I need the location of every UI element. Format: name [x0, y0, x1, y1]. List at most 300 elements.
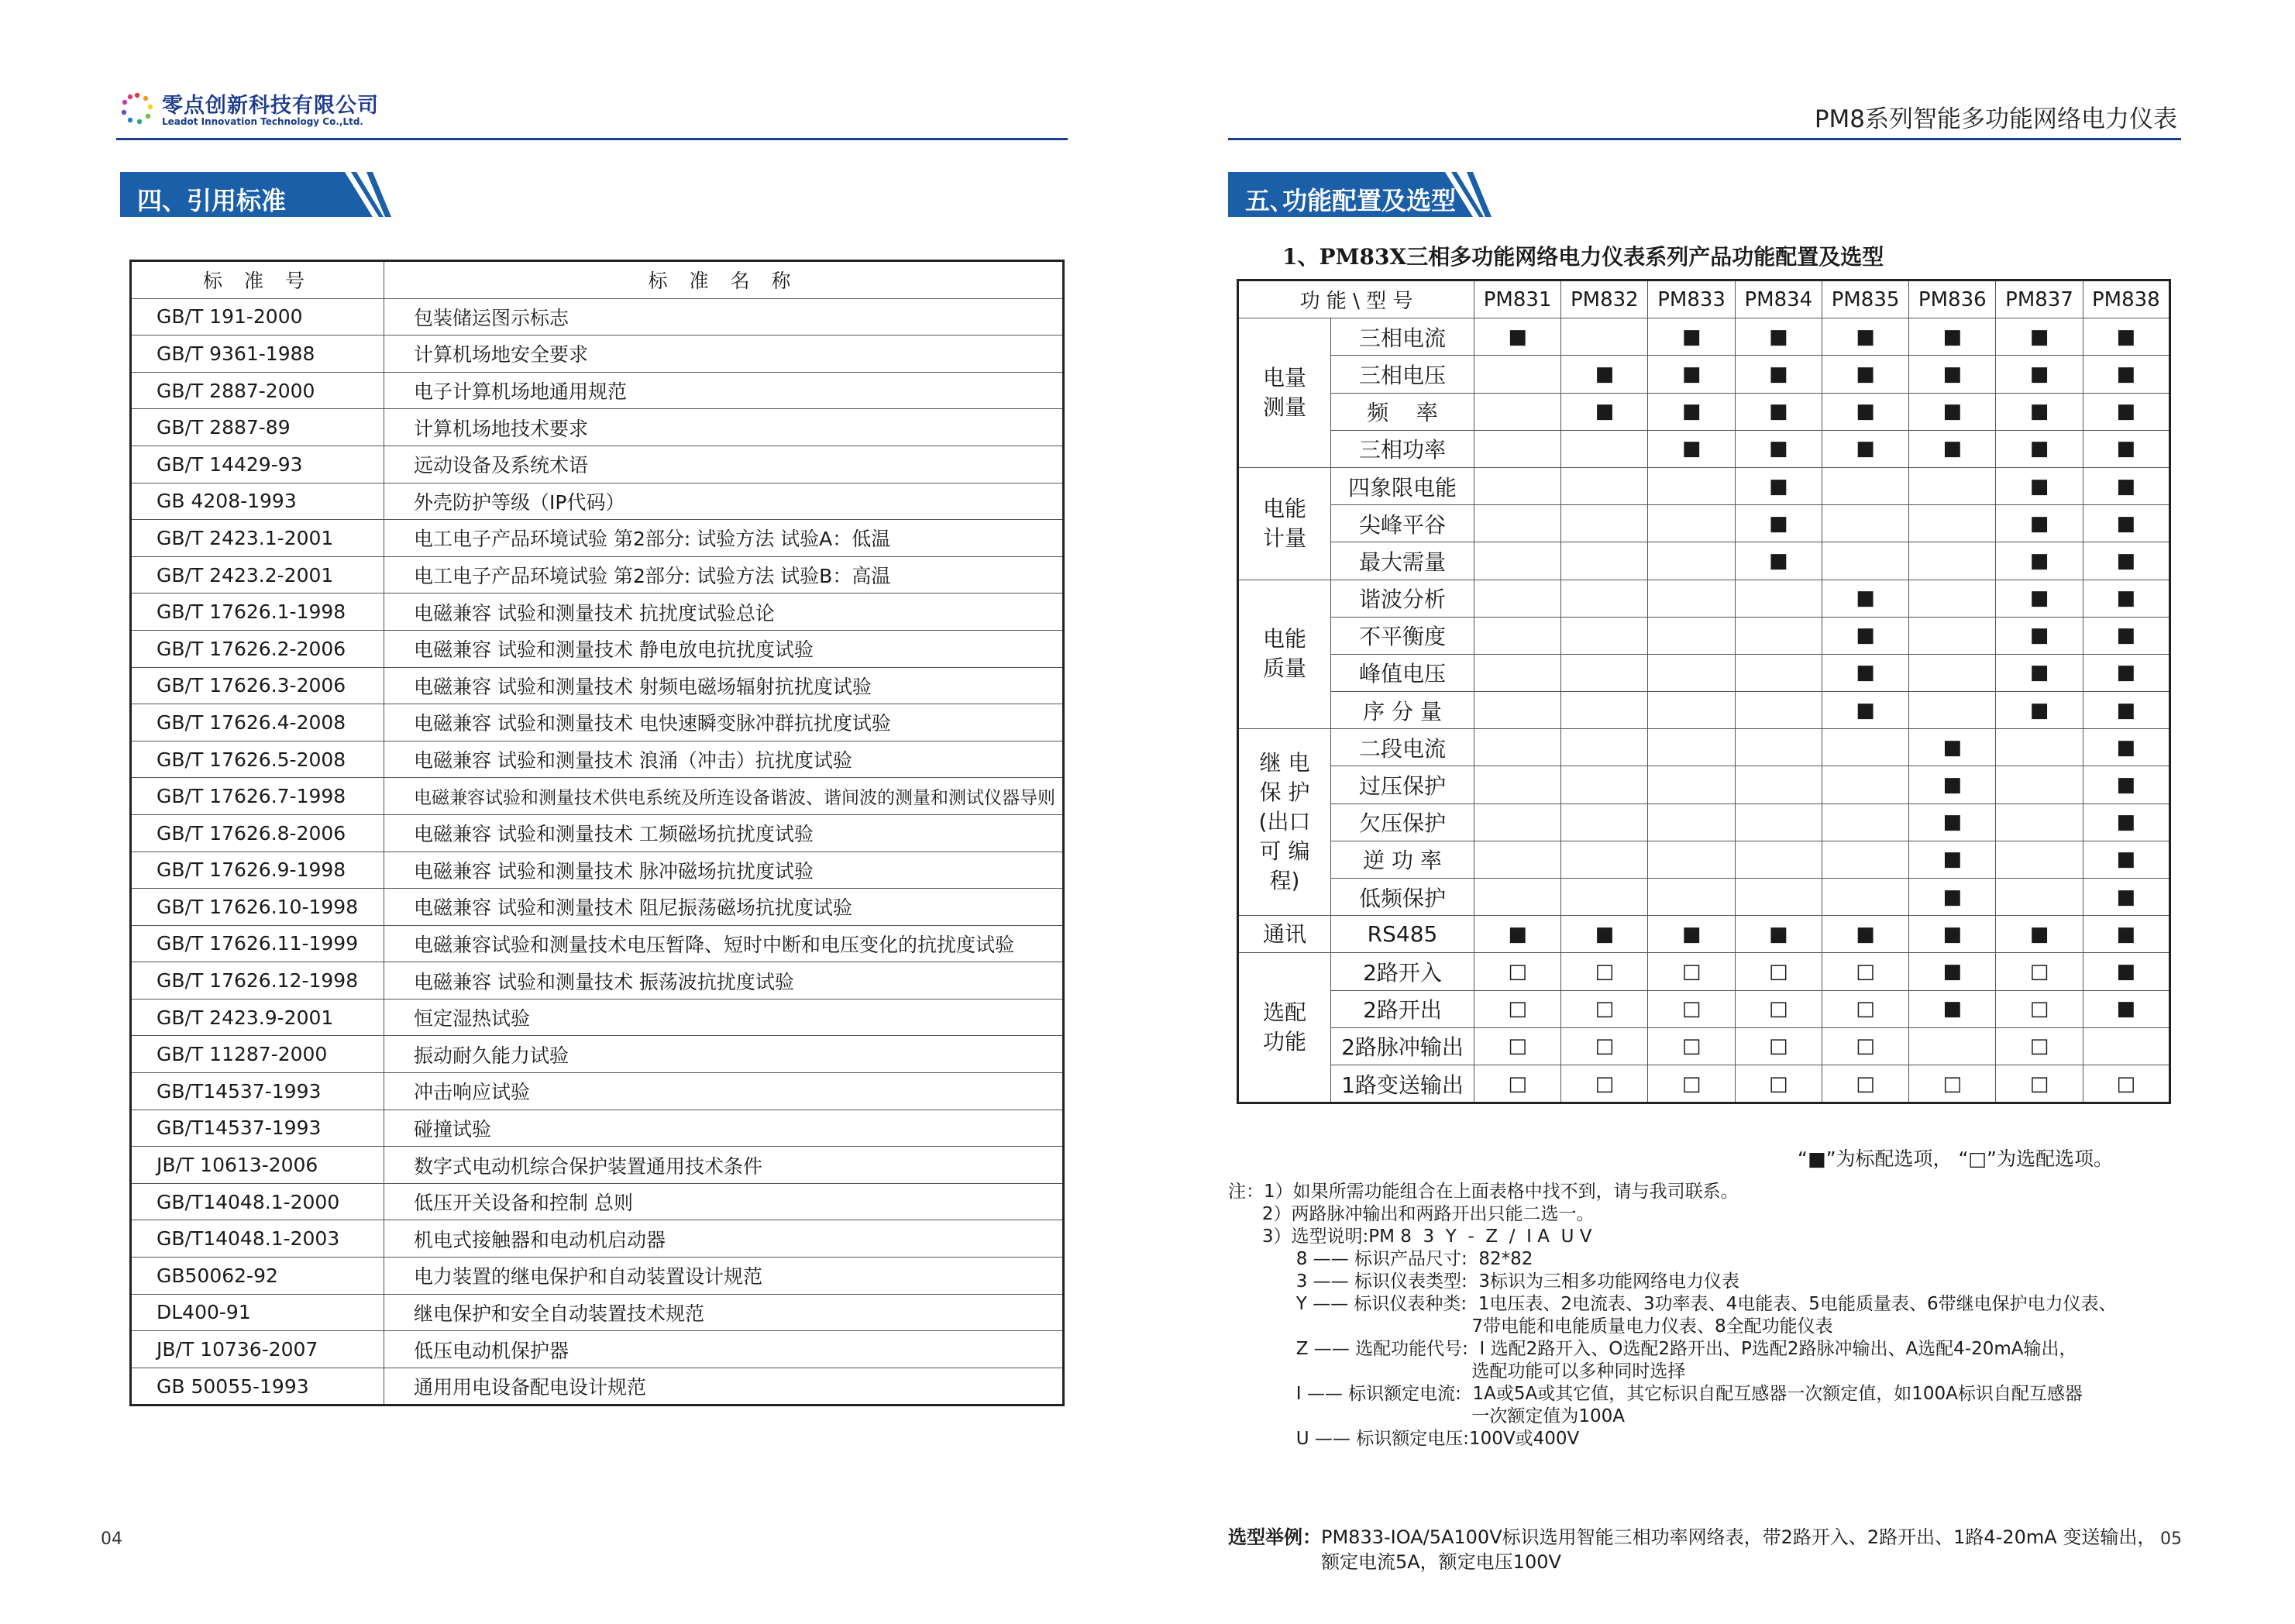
table-row [1238, 393, 2170, 430]
table-row [131, 335, 1064, 373]
table-row [131, 446, 1064, 483]
standard-name: 电工电子产品环境试验 第2部分: 试验方法 试验B：高温 [384, 556, 1064, 594]
column-header-model: PM834 [1735, 280, 1822, 318]
empty-cell [1561, 879, 1648, 916]
empty-cell [1909, 617, 1996, 654]
standard-option-mark: ■ [1996, 505, 2083, 542]
empty-cell [1648, 766, 1735, 803]
standard-option-mark: ■ [1996, 430, 2083, 467]
standard-code: GB/T14048.1-2000 [131, 1183, 384, 1220]
standard-name: 低压开关设备和控制 总则 [384, 1183, 1064, 1220]
company-logo [120, 87, 379, 132]
table-row [1238, 1027, 2170, 1065]
standard-name: 数字式电动机综合保护装置通用技术条件 [384, 1147, 1064, 1184]
optional-option-mark: □ [1561, 1027, 1648, 1065]
section-banner-selection [1228, 172, 1492, 218]
standard-option-mark: ■ [1735, 356, 1822, 393]
standard-name: 冲击响应试验 [384, 1073, 1064, 1110]
function-label: 峰值电压 [1331, 654, 1474, 691]
standard-code: GB/T14537-1993 [131, 1073, 384, 1110]
optional-option-mark: □ [1474, 990, 1561, 1027]
table-row [1238, 953, 2170, 990]
column-header-function: 功 能 \ 型 号 [1238, 280, 1474, 318]
standard-name: 包装储运图示标志 [384, 298, 1064, 335]
table-header-row [1238, 280, 2170, 318]
standard-name: 电磁兼容试验和测量技术电压暂降、短时中断和电压变化的抗扰度试验 [384, 925, 1064, 962]
function-label: 过压保护 [1331, 766, 1474, 803]
standard-code: GB/T 17626.4-2008 [131, 704, 384, 741]
table-row [131, 778, 1064, 815]
empty-cell [1735, 766, 1822, 803]
standard-option-mark: ■ [1909, 803, 1996, 841]
table-row [131, 372, 1064, 409]
empty-cell [1648, 580, 1735, 617]
standard-option-mark: ■ [2083, 990, 2169, 1027]
standard-code: GB/T 17626.3-2006 [131, 667, 384, 704]
standard-code: GB/T 2423.9-2001 [131, 999, 384, 1036]
optional-option-mark: □ [1474, 1065, 1561, 1103]
function-label: 欠压保护 [1331, 803, 1474, 841]
logo-mark-icon [120, 91, 154, 126]
standard-code: GB/T 2423.1-2001 [131, 520, 384, 557]
empty-cell [1474, 617, 1561, 654]
empty-cell [1648, 692, 1735, 729]
empty-cell [1735, 654, 1822, 691]
standard-option-mark: ■ [1822, 393, 1908, 430]
standard-option-mark: ■ [1909, 430, 1996, 467]
standard-code: GB/T 17626.7-1998 [131, 778, 384, 815]
table-row [131, 814, 1064, 852]
table-row [131, 409, 1064, 446]
table-row [131, 925, 1064, 962]
optional-option-mark: □ [1996, 990, 2083, 1027]
standard-option-mark: ■ [1735, 505, 1822, 542]
empty-cell [1474, 467, 1561, 504]
standard-option-mark: ■ [1996, 617, 2083, 654]
standard-code: GB 4208-1993 [131, 483, 384, 520]
standard-name: 电工电子产品环境试验 第2部分: 试验方法 试验A：低温 [384, 520, 1064, 557]
standard-code: GB/T 2887-2000 [131, 372, 384, 409]
example-line: 额定电流5A，额定电压100V [1321, 1551, 1561, 1573]
table-row [131, 1036, 1064, 1073]
function-label: 二段电流 [1331, 729, 1474, 766]
table-row [131, 889, 1064, 926]
standard-option-mark: ■ [2083, 318, 2169, 356]
empty-cell [1474, 729, 1561, 766]
empty-cell [1822, 542, 1908, 580]
function-label: 序 分 量 [1331, 692, 1474, 729]
table-row [131, 520, 1064, 557]
optional-option-mark: □ [1561, 1065, 1648, 1103]
function-label: 逆 功 率 [1331, 841, 1474, 878]
standard-name: 计算机场地安全要求 [384, 335, 1064, 373]
standard-option-mark: ■ [1822, 654, 1908, 691]
note-line: 3）选型说明:PM 8 3 Y - Z / I A U V [1228, 1227, 1592, 1247]
standard-option-mark: ■ [1996, 467, 2083, 504]
standard-option-mark: ■ [2083, 617, 2169, 654]
table-row [131, 594, 1064, 631]
table-row [131, 1220, 1064, 1258]
standard-name: 碰撞试验 [384, 1110, 1064, 1147]
table-row [131, 1147, 1064, 1184]
standard-option-mark: ■ [2083, 467, 2169, 504]
function-label: RS485 [1331, 916, 1474, 953]
optional-option-mark: □ [1996, 1027, 2083, 1065]
standard-name: 远动设备及系统术语 [384, 446, 1064, 483]
standard-option-mark: ■ [1822, 356, 1908, 393]
function-label: 2路脉冲输出 [1331, 1027, 1474, 1065]
table-row [1238, 505, 2170, 542]
optional-option-mark: □ [1822, 1027, 1908, 1065]
note-line: 注：1）如果所需功能组合在上面表格中找不到，请与我司联系。 [1228, 1182, 1739, 1202]
standard-option-mark: ■ [2083, 654, 2169, 691]
table-row [1238, 766, 2170, 803]
optional-option-mark: □ [1648, 953, 1735, 990]
empty-cell [1735, 879, 1822, 916]
standard-name: 振动耐久能力试验 [384, 1036, 1064, 1073]
standard-code: GB/T 9361-1988 [131, 335, 384, 373]
standard-option-mark: ■ [1648, 393, 1735, 430]
standard-name: 电磁兼容 试验和测量技术 脉冲磁场抗扰度试验 [384, 852, 1064, 889]
table-row [131, 852, 1064, 889]
table-row [1238, 617, 2170, 654]
note-line: 7带电能和电能质量电力仪表、8全配功能仪表 [1228, 1316, 1833, 1337]
table-row [1238, 318, 2170, 356]
standard-option-mark: ■ [1735, 430, 1822, 467]
standard-code: GB/T 17626.10-1998 [131, 889, 384, 926]
optional-option-mark: □ [1996, 1065, 2083, 1103]
table-header-row [131, 261, 1064, 299]
page-number-right: 05 [2160, 1529, 2182, 1549]
table-row [1238, 580, 2170, 617]
empty-cell [1996, 841, 2083, 878]
table-row [1238, 803, 2170, 841]
empty-cell [1561, 430, 1648, 467]
standard-name: 电磁兼容 试验和测量技术 抗扰度试验总论 [384, 594, 1064, 631]
group-label: 通讯 [1238, 916, 1331, 953]
standard-option-mark: ■ [2083, 430, 2169, 467]
example-text [1321, 1525, 2156, 1574]
optional-option-mark: □ [1648, 1065, 1735, 1103]
empty-cell [1474, 803, 1561, 841]
empty-cell [1735, 729, 1822, 766]
standard-option-mark: ■ [1996, 318, 2083, 356]
standard-option-mark: ■ [2083, 916, 2169, 953]
optional-option-mark: □ [2083, 1065, 2169, 1103]
standard-option-mark: ■ [2083, 692, 2169, 729]
standard-option-mark: ■ [1735, 542, 1822, 580]
standard-option-mark: ■ [1735, 393, 1822, 430]
empty-cell [1474, 766, 1561, 803]
empty-cell [1996, 766, 2083, 803]
standard-option-mark: ■ [2083, 841, 2169, 878]
example-block [1228, 1475, 2156, 1599]
standard-code: JB/T 10736-2007 [131, 1331, 384, 1368]
empty-cell [1648, 467, 1735, 504]
column-header-model: PM836 [1909, 280, 1996, 318]
table-row [1238, 542, 2170, 580]
standard-option-mark: ■ [1909, 916, 1996, 953]
standard-code: GB/T 17626.8-2006 [131, 814, 384, 852]
table-row [1238, 467, 2170, 504]
function-label: 低频保护 [1331, 879, 1474, 916]
table-row [131, 1331, 1064, 1368]
group-label: 选配 功能 [1238, 953, 1331, 1103]
note-line: I —— 标识额定电流: 1A或5A或其它值，其它标识自配互感器一次额定值，如100A标识自配互感器 [1228, 1384, 2083, 1404]
standard-name: 电磁兼容 试验和测量技术 浪涌（冲击）抗扰度试验 [384, 741, 1064, 778]
optional-option-mark: □ [1822, 953, 1908, 990]
function-label: 尖峰平谷 [1331, 505, 1474, 542]
standard-option-mark: ■ [2083, 393, 2169, 430]
standard-name: 电磁兼容 试验和测量技术 射频电磁场辐射抗扰度试验 [384, 667, 1064, 704]
empty-cell [1561, 505, 1648, 542]
standard-name: 机电式接触器和电动机启动器 [384, 1220, 1064, 1258]
standard-option-mark: ■ [1648, 916, 1735, 953]
optional-option-mark: □ [1996, 953, 2083, 990]
note-line: Y —— 标识仪表种类: 1电压表、2电流表、3功率表、4电能表、5电能质量表、6带继电保护电力仪表、 [1228, 1294, 2117, 1314]
standard-option-mark: ■ [1996, 356, 2083, 393]
empty-cell [1822, 766, 1908, 803]
empty-cell [1909, 542, 1996, 580]
table-row [1238, 841, 2170, 878]
standard-name: 低压电动机保护器 [384, 1331, 1064, 1368]
standard-option-mark: ■ [2083, 766, 2169, 803]
empty-cell [1735, 803, 1822, 841]
empty-cell [1474, 393, 1561, 430]
table-row [1238, 729, 2170, 766]
notes-block [1228, 1181, 2117, 1450]
group-label: 电能 质量 [1238, 580, 1331, 729]
standard-name: 恒定湿热试验 [384, 999, 1064, 1036]
standard-option-mark: ■ [1561, 356, 1648, 393]
empty-cell [1822, 505, 1908, 542]
table-row [131, 1258, 1064, 1295]
empty-cell [1822, 803, 1908, 841]
function-label: 谐波分析 [1331, 580, 1474, 617]
standard-option-mark: ■ [1735, 916, 1822, 953]
table-row [1238, 990, 2170, 1027]
standard-code: GB/T 17626.9-1998 [131, 852, 384, 889]
column-header-model: PM837 [1996, 280, 2083, 318]
section-banner-standards [120, 172, 391, 218]
standard-option-mark: ■ [2083, 505, 2169, 542]
note-line: 选配功能可以多种同时选择 [1228, 1361, 1686, 1381]
empty-cell [1561, 766, 1648, 803]
column-header-model: PM831 [1474, 280, 1561, 318]
standard-name: 计算机场地技术要求 [384, 409, 1064, 446]
standard-code: GB/T 17626.1-1998 [131, 594, 384, 631]
standard-code: GB/T14048.1-2003 [131, 1220, 384, 1258]
standard-option-mark: ■ [1996, 916, 2083, 953]
table-row [131, 1368, 1064, 1406]
empty-cell [1474, 505, 1561, 542]
optional-option-mark: □ [1909, 1065, 1996, 1103]
empty-cell [1561, 580, 1648, 617]
note-line: 3 —— 标识仪表类型: 3标识为三相多功能网络电力仪表 [1228, 1271, 1739, 1292]
standard-name: 电力装置的继电保护和自动装置设计规范 [384, 1258, 1064, 1295]
table-row [131, 298, 1064, 335]
standard-option-mark: ■ [2083, 729, 2169, 766]
standard-option-mark: ■ [1561, 916, 1648, 953]
standard-code: GB/T 2423.2-2001 [131, 556, 384, 594]
standard-name: 外壳防护等级（IP代码） [384, 483, 1064, 520]
empty-cell [1735, 617, 1822, 654]
standard-code: GB50062-92 [131, 1258, 384, 1295]
standard-option-mark: ■ [2083, 356, 2169, 393]
standard-option-mark: ■ [1474, 916, 1561, 953]
column-header-code: 标 准 号 [131, 261, 384, 299]
document-title: PM8系列智能多功能网络电力仪表 [1814, 105, 2177, 133]
standard-option-mark: ■ [1996, 393, 2083, 430]
column-header-model: PM838 [2083, 280, 2169, 318]
standard-option-mark: ■ [1474, 318, 1561, 356]
standard-code: GB/T 17626.5-2008 [131, 741, 384, 778]
empty-cell [1909, 654, 1996, 691]
standard-code: GB/T 14429-93 [131, 446, 384, 483]
empty-cell [1474, 542, 1561, 580]
standard-option-mark: ■ [1909, 953, 1996, 990]
group-label: 继 电 保 护 (出口 可 编 程) [1238, 729, 1331, 916]
table-row [1238, 430, 2170, 467]
standard-name: 电磁兼容 试验和测量技术 振荡波抗扰度试验 [384, 962, 1064, 1000]
standard-option-mark: ■ [1909, 990, 1996, 1027]
standard-option-mark: ■ [1909, 356, 1996, 393]
empty-cell [1561, 729, 1648, 766]
function-label: 2路开出 [1331, 990, 1474, 1027]
company-name-en: Leadot Innovation Technology Co.,Ltd. [162, 116, 363, 127]
standard-name: 电磁兼容 试验和测量技术 工频磁场抗扰度试验 [384, 814, 1064, 852]
column-header-model: PM835 [1822, 280, 1908, 318]
standards-table [129, 260, 1065, 1406]
empty-cell [1561, 803, 1648, 841]
section-heading: 五､功能配置及选型 [1245, 186, 1457, 215]
optional-option-mark: □ [1735, 1065, 1822, 1103]
optional-option-mark: □ [1735, 990, 1822, 1027]
function-label: 频 率 [1331, 393, 1474, 430]
note-line: 8 —— 标识产品尺寸: 82*82 [1228, 1249, 1533, 1269]
table-row [131, 483, 1064, 520]
empty-cell [1648, 803, 1735, 841]
standard-code: GB/T14537-1993 [131, 1110, 384, 1147]
standard-code: GB/T 17626.11-1999 [131, 925, 384, 962]
standard-code: JB/T 10613-2006 [131, 1147, 384, 1184]
standard-option-mark: ■ [1561, 393, 1648, 430]
optional-option-mark: □ [1822, 1065, 1908, 1103]
empty-cell [1909, 1027, 1996, 1065]
empty-cell [1474, 654, 1561, 691]
page-number-left: 04 [101, 1529, 122, 1549]
section-heading: 四、引用标准 [137, 186, 287, 215]
standard-option-mark: ■ [1996, 580, 2083, 617]
empty-cell [1735, 692, 1822, 729]
empty-cell [1474, 692, 1561, 729]
group-label: 电量 测量 [1238, 318, 1331, 468]
empty-cell [1648, 841, 1735, 878]
empty-cell [1648, 879, 1735, 916]
standard-option-mark: ■ [1648, 356, 1735, 393]
column-header-name: 标 准 名 称 [384, 261, 1064, 299]
standard-code: GB/T 17626.2-2006 [131, 630, 384, 667]
table-row [131, 667, 1064, 704]
function-selection-table [1237, 279, 2171, 1104]
table-row [131, 556, 1064, 594]
table-row [131, 630, 1064, 667]
column-header-model: PM832 [1561, 280, 1648, 318]
empty-cell [1561, 692, 1648, 729]
table-row [131, 1073, 1064, 1110]
empty-cell [1648, 654, 1735, 691]
standard-option-mark: ■ [2083, 879, 2169, 916]
empty-cell [1561, 467, 1648, 504]
table-row [1238, 916, 2170, 953]
empty-cell [1648, 542, 1735, 580]
empty-cell [1561, 318, 1648, 356]
standard-option-mark: ■ [1822, 580, 1908, 617]
empty-cell [1561, 617, 1648, 654]
function-label: 最大需量 [1331, 542, 1474, 580]
standard-option-mark: ■ [1909, 393, 1996, 430]
standard-option-mark: ■ [2083, 580, 2169, 617]
empty-cell [1561, 542, 1648, 580]
optional-option-mark: □ [1561, 953, 1648, 990]
empty-cell [1648, 505, 1735, 542]
group-label: 电能 计量 [1238, 467, 1331, 580]
empty-cell [1909, 580, 1996, 617]
column-header-model: PM833 [1648, 280, 1735, 318]
empty-cell [1822, 879, 1908, 916]
empty-cell [1561, 841, 1648, 878]
standard-code: DL400-91 [131, 1294, 384, 1331]
optional-option-mark: □ [1648, 1027, 1735, 1065]
standard-code: GB 50055-1993 [131, 1368, 384, 1406]
standard-option-mark: ■ [1909, 841, 1996, 878]
standard-code: GB/T 2887-89 [131, 409, 384, 446]
standard-option-mark: ■ [1735, 318, 1822, 356]
standard-code: GB/T 191-2000 [131, 298, 384, 335]
standard-option-mark: ■ [1996, 654, 2083, 691]
function-label: 2路开入 [1331, 953, 1474, 990]
optional-option-mark: □ [1735, 1027, 1822, 1065]
function-label: 四象限电能 [1331, 467, 1474, 504]
function-label: 不平衡度 [1331, 617, 1474, 654]
note-line: U —— 标识额定电压:100V或400V [1228, 1429, 1580, 1449]
standard-option-mark: ■ [1822, 692, 1908, 729]
empty-cell [1648, 729, 1735, 766]
standard-option-mark: ■ [1996, 692, 2083, 729]
optional-option-mark: □ [1474, 953, 1561, 990]
standard-name: 继电保护和安全自动装置技术规范 [384, 1294, 1064, 1331]
table-row [1238, 654, 2170, 691]
standard-option-mark: ■ [1735, 467, 1822, 504]
note-line: Z —— 选配功能代号: I 选配2路开入、O选配2路开出、P选配2路脉冲输出、A选配4-20mA输出， [1228, 1339, 2077, 1359]
optional-option-mark: □ [1561, 990, 1648, 1027]
empty-cell [1648, 617, 1735, 654]
company-name-cn: 零点创新科技有限公司 [162, 94, 379, 118]
empty-cell [1909, 505, 1996, 542]
function-label: 三相电压 [1331, 356, 1474, 393]
table-row [1238, 879, 2170, 916]
standard-option-mark: ■ [1909, 879, 1996, 916]
standard-option-mark: ■ [1909, 766, 1996, 803]
table-row [1238, 1065, 2170, 1103]
table-row [131, 1294, 1064, 1331]
function-label: 三相功率 [1331, 430, 1474, 467]
empty-cell [1474, 356, 1561, 393]
optional-option-mark: □ [1735, 953, 1822, 990]
function-label: 三相电流 [1331, 318, 1474, 356]
empty-cell [1909, 692, 1996, 729]
standard-option-mark: ■ [1648, 318, 1735, 356]
